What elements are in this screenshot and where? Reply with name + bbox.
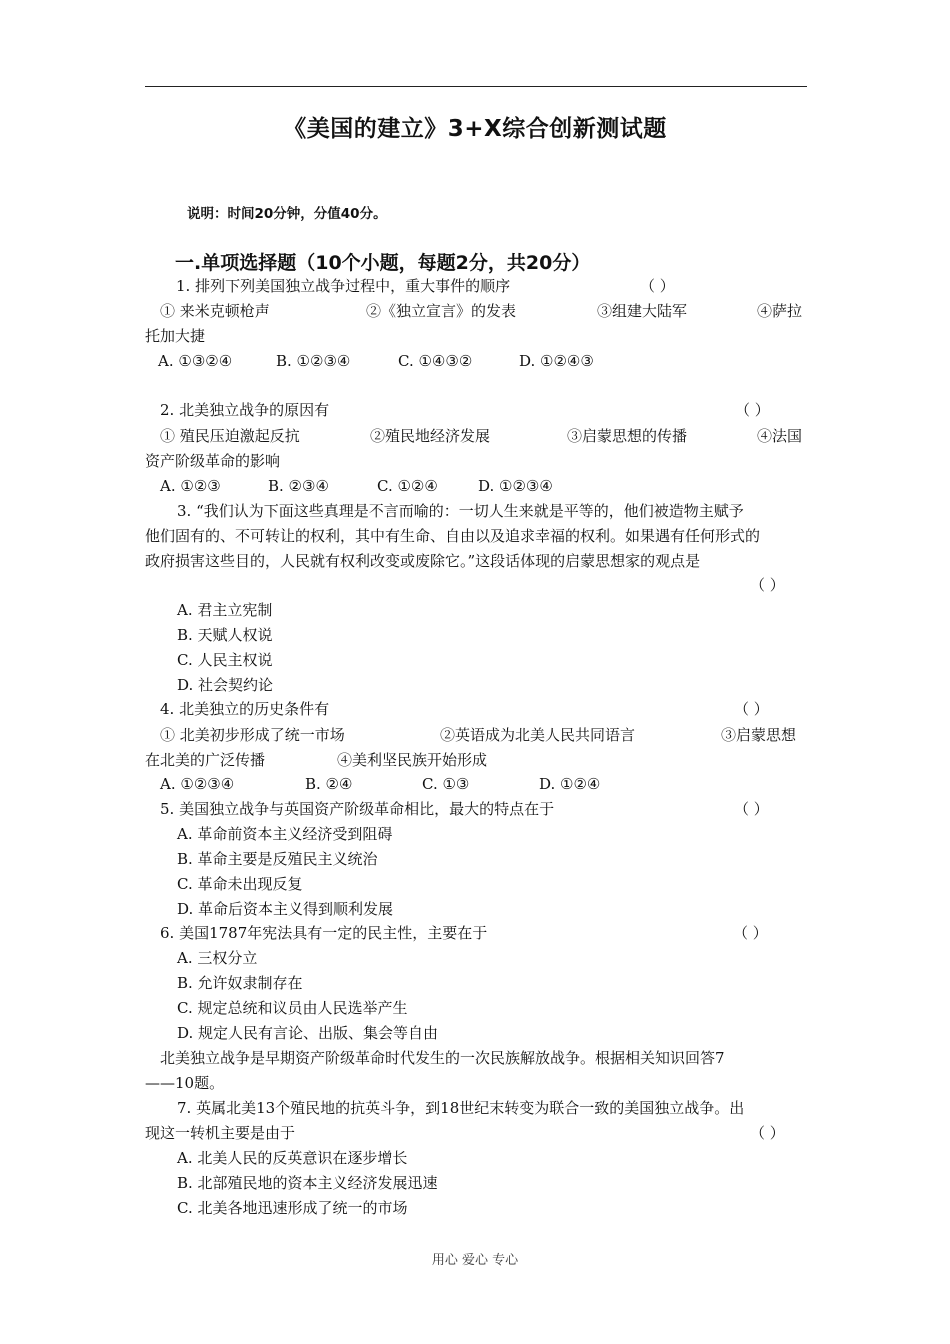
q3-stem-line-1: 3. “我们认为下面这些真理是不言而喻的：一切人生来就是平等的，他们被造物主赋予 (177, 502, 744, 520)
q4-stem: 4. 北美独立的历史条件有 (160, 700, 330, 718)
q1-item-1: ① 来米克顿枪声 (160, 302, 270, 320)
q2-item-4: ④法国 (757, 427, 803, 445)
q6-option-d: D. 规定人民有言论、出版、集会等自由 (177, 1024, 439, 1042)
q1-option-c: C. ①④③② (398, 352, 473, 370)
q1-option-a: A. ①③②④ (158, 352, 233, 370)
q4-item-4: ④美利坚民族开始形成 (337, 751, 488, 769)
page-footer: 用心 爱心 专心 (431, 1253, 519, 1268)
q4-item-3: ③启蒙思想 (721, 726, 797, 744)
q1-item-4-cont: 托加大捷 (145, 327, 206, 345)
q1-option-d: D. ①②④③ (519, 352, 594, 370)
q5-answer-bracket: （ ） (734, 800, 769, 818)
q1-item-4: ④萨拉 (757, 302, 803, 320)
q3-option-b: B. 天赋人权说 (177, 626, 273, 644)
q6-stem: 6. 美国1787年宪法具有一定的民主性，主要在于 (160, 924, 488, 942)
q3-answer-bracket: （ ） (750, 576, 785, 594)
group-intro-line-2: ——10题。 (145, 1074, 225, 1092)
q7-option-a: A. 北美人民的反英意识在逐步增长 (177, 1149, 408, 1167)
q4-item-1: ① 北美初步形成了统一市场 (160, 726, 345, 744)
q4-option-a: A. ①②③④ (160, 775, 235, 793)
q2-item-3: ③启蒙思想的传播 (567, 427, 688, 445)
q4-item-2: ②英语成为北美人民共同语言 (440, 726, 636, 744)
q6-option-b: B. 允许奴隶制存在 (177, 974, 303, 992)
q5-stem: 5. 美国独立战争与英国资产阶级革命相比，最大的特点在于 (160, 800, 555, 818)
q7-option-c: C. 北美各地迅速形成了统一的市场 (177, 1199, 408, 1217)
q7-option-b: B. 北部殖民地的资本主义经济发展迅速 (177, 1174, 438, 1192)
q2-option-a: A. ①②③ (160, 477, 221, 495)
q2-item-1: ① 殖民压迫激起反抗 (160, 427, 300, 445)
q7-answer-bracket: （ ） (750, 1124, 785, 1142)
q1-stem: 1. 排列下列美国独立战争过程中，重大事件的顺序 (176, 277, 511, 295)
q7-stem-line-1: 7. 英属北美13个殖民地的抗英斗争，到18世纪末转变为联合一致的美国独立战争。出 (177, 1099, 745, 1117)
q5-option-a: A. 革命前资本主义经济受到阻碍 (177, 825, 393, 843)
q4-answer-bracket: （ ） (734, 700, 769, 718)
q3-stem-line-3: 政府损害这些目的，人民就有权利改变或废除它。”这段话体现的启蒙思想家的观点是 (145, 552, 701, 570)
q1-answer-bracket: （ ） (640, 277, 675, 295)
q4-option-d: D. ①②④ (539, 775, 601, 793)
q2-item-4-cont: 资产阶级革命的影响 (145, 452, 281, 470)
q2-option-d: D. ①②③④ (478, 477, 553, 495)
q1-item-2: ②《独立宣言》的发表 (366, 302, 517, 320)
q2-option-b: B. ②③④ (268, 477, 329, 495)
q6-option-c: C. 规定总统和议员由人民选举产生 (177, 999, 408, 1017)
q2-stem: 2. 北美独立战争的原因有 (160, 401, 330, 419)
group-intro-line-1: 北美独立战争是早期资产阶级革命时代发生的一次民族解放战争。根据相关知识回答7 (160, 1049, 725, 1067)
q3-option-d: D. 社会契约论 (177, 676, 274, 694)
q6-answer-bracket: （ ） (733, 924, 768, 942)
q1-option-b: B. ①②③④ (276, 352, 351, 370)
q4-option-b: B. ②④ (305, 775, 353, 793)
page-title: 《美国的建立》3+X综合创新测试题 (283, 116, 667, 142)
q6-option-a: A. 三权分立 (177, 949, 258, 967)
q4-option-c: C. ①③ (422, 775, 470, 793)
q3-option-c: C. 人民主权说 (177, 651, 273, 669)
q2-answer-bracket: （ ） (735, 401, 770, 419)
section-heading: 一.单项选择题（10个小题，每题2分，共20分） (175, 252, 591, 274)
q4-item-3-cont: 在北美的广泛传播 (145, 751, 266, 769)
q5-option-d: D. 革命后资本主义得到顺利发展 (177, 900, 394, 918)
q3-stem-line-2: 他们固有的、不可转让的权利，其中有生命、自由以及追求幸福的权利。如果遇有任何形式的 (145, 527, 761, 545)
q1-item-3: ③组建大陆军 (597, 302, 688, 320)
q2-option-c: C. ①②④ (377, 477, 438, 495)
q5-option-b: B. 革命主要是反殖民主义统治 (177, 850, 378, 868)
q5-option-c: C. 革命未出现反复 (177, 875, 303, 893)
exam-note: 说明：时间20分钟，分值40分。 (187, 206, 387, 222)
q7-stem-line-2: 现这一转机主要是由于 (145, 1124, 296, 1142)
q3-option-a: A. 君主立宪制 (177, 601, 273, 619)
q2-item-2: ②殖民地经济发展 (370, 427, 491, 445)
header-rule (145, 86, 807, 87)
